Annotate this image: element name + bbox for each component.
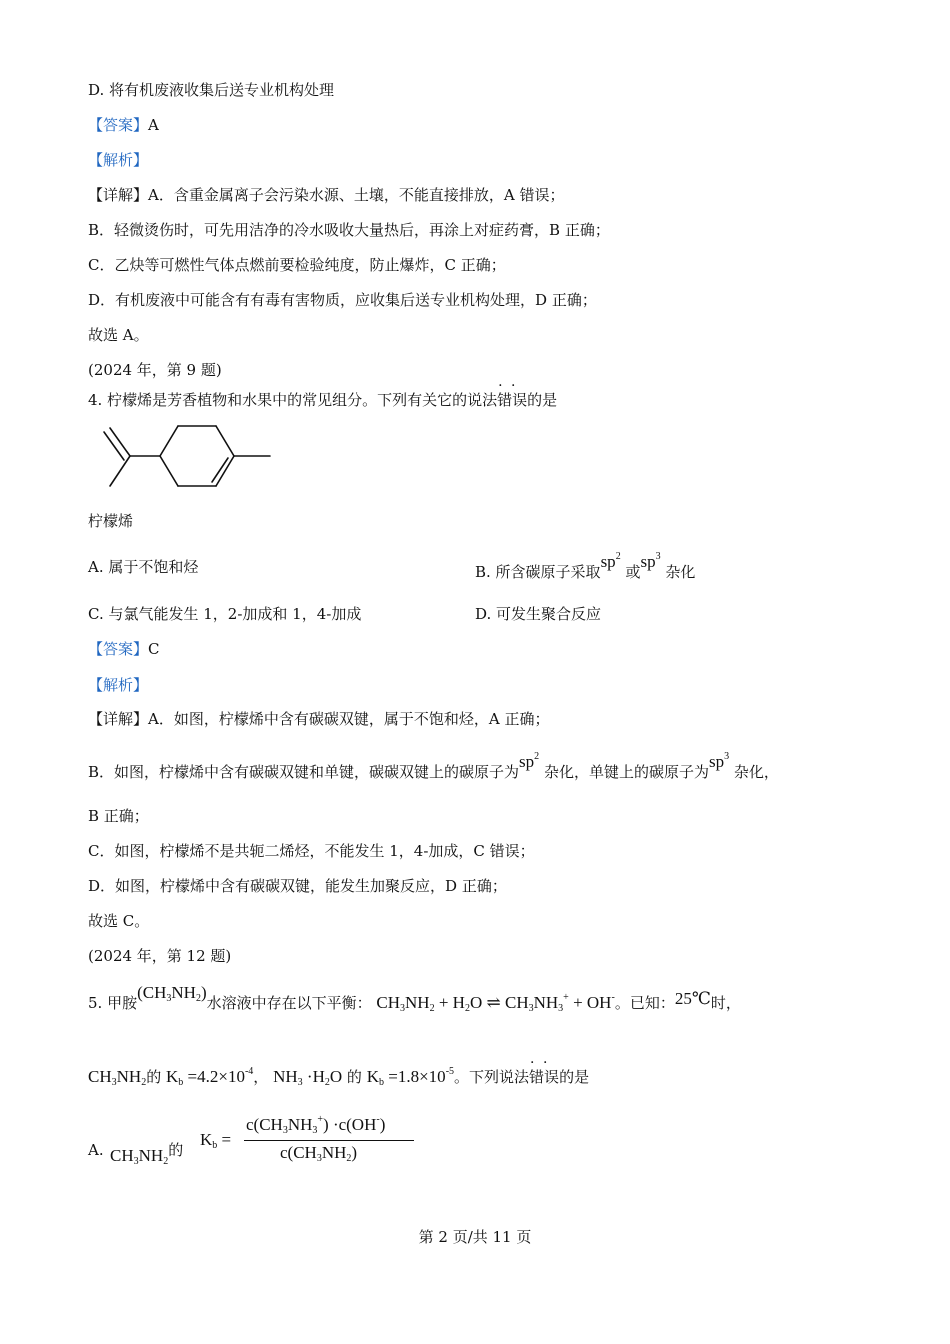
question-5: 5. 甲胺$(CH_3NH_2)$水溶液中存在以下平衡： $CH_3NH_2 + H_2O$ ⇌ $CH_3NH_3^+ + OH^-$。已知：25℃时， bbox=[88, 983, 741, 1014]
detail-3-b: B．轻微烫伤时，可先用洁净的冷水吸收大量热后，再涂上对症药膏，B 正确； bbox=[88, 221, 610, 239]
option-5a-kb: $K_b$ = bbox=[200, 1130, 232, 1151]
detail-4-c: C．如图，柠檬烯不是共轭二烯烃，不能发生 1，4-加成，C 错误； bbox=[88, 842, 535, 860]
answer-4: 【答案】C bbox=[88, 640, 160, 658]
option-4b: B. 所含碳原子采取$sp^2$ 或$sp^3$ 杂化 bbox=[475, 551, 696, 581]
option-5a-denominator: $c(CH_3NH_2)$ bbox=[280, 1143, 358, 1164]
analysis-4-label: 【解析】 bbox=[88, 676, 149, 694]
page-footer: 第 2 页/共 11 页 bbox=[418, 1228, 532, 1246]
option-4d: D. 可发生聚合反应 bbox=[475, 605, 602, 623]
molecule-label: 柠檬烯 bbox=[88, 512, 134, 530]
analysis-3-label: 【解析】 bbox=[88, 151, 149, 169]
detail-3-c: C．乙炔等可燃性气体点燃前要检验纯度，防止爆炸，C 正确； bbox=[88, 256, 506, 274]
conclusion-4: 故选 C。 bbox=[88, 912, 150, 930]
answer-3: 【答案】A bbox=[88, 116, 159, 134]
question-5-cont: $CH_3NH_2$的 $K_b =4.2\times 10^{-4}$， $NH_3 \cdot H_2O$ 的 $K_b =1.8\times 10^{-5}$。下列说法· · 错误的是 bbox=[88, 1062, 589, 1093]
question-4: 4. 柠檬烯是芳香植物和水果中的常见组分。下列有关它的说法· · 错误的是 bbox=[88, 390, 557, 410]
option-5a-numerator: $c(CH_3NH_3^+) \cdot c(OH^-)$ bbox=[246, 1114, 386, 1136]
detail-4-d: D．如图，柠檬烯中含有碳碳双键，能发生加聚反应，D 正确； bbox=[88, 877, 507, 895]
detail-3-d: D．有机废液中可能含有有毒有害物质，应收集后送专业机构处理，D 正确； bbox=[88, 291, 597, 309]
detail-3-a: 【详解】A．含重金属离子会污染水源、土壤，不能直接排放，A 错误； bbox=[88, 186, 565, 204]
option-4a: A. 属于不饱和烃 bbox=[88, 558, 199, 576]
conclusion-3: 故选 A。 bbox=[88, 326, 149, 344]
detail-4-b-end: B 正确； bbox=[88, 807, 149, 825]
detail-4-b: B．如图，柠檬烯中含有碳碳双键和单键，碳碳双键上的碳原子为$sp^2$ 杂化，单键上的碳原子为$sp^3$ 杂化， bbox=[88, 751, 779, 781]
limonene-structure bbox=[100, 420, 280, 500]
option-5a-label: A. bbox=[88, 1141, 104, 1159]
option-5a-compound: $CH_3NH_2$的 bbox=[110, 1141, 184, 1167]
detail-4-a: 【详解】A．如图，柠檬烯中含有碳碳双键，属于不饱和烃，A 正确； bbox=[88, 710, 550, 728]
option-d-prev: D. 将有机废液收集后送专业机构处理 bbox=[88, 81, 335, 99]
option-4c: C. 与氯气能发生 1，2-加成和 1，4-加成 bbox=[88, 605, 362, 623]
source-q5: (2024 年，第 12 题) bbox=[88, 947, 232, 965]
fraction-bar bbox=[244, 1140, 414, 1141]
source-q4: (2024 年，第 9 题) bbox=[88, 361, 222, 379]
